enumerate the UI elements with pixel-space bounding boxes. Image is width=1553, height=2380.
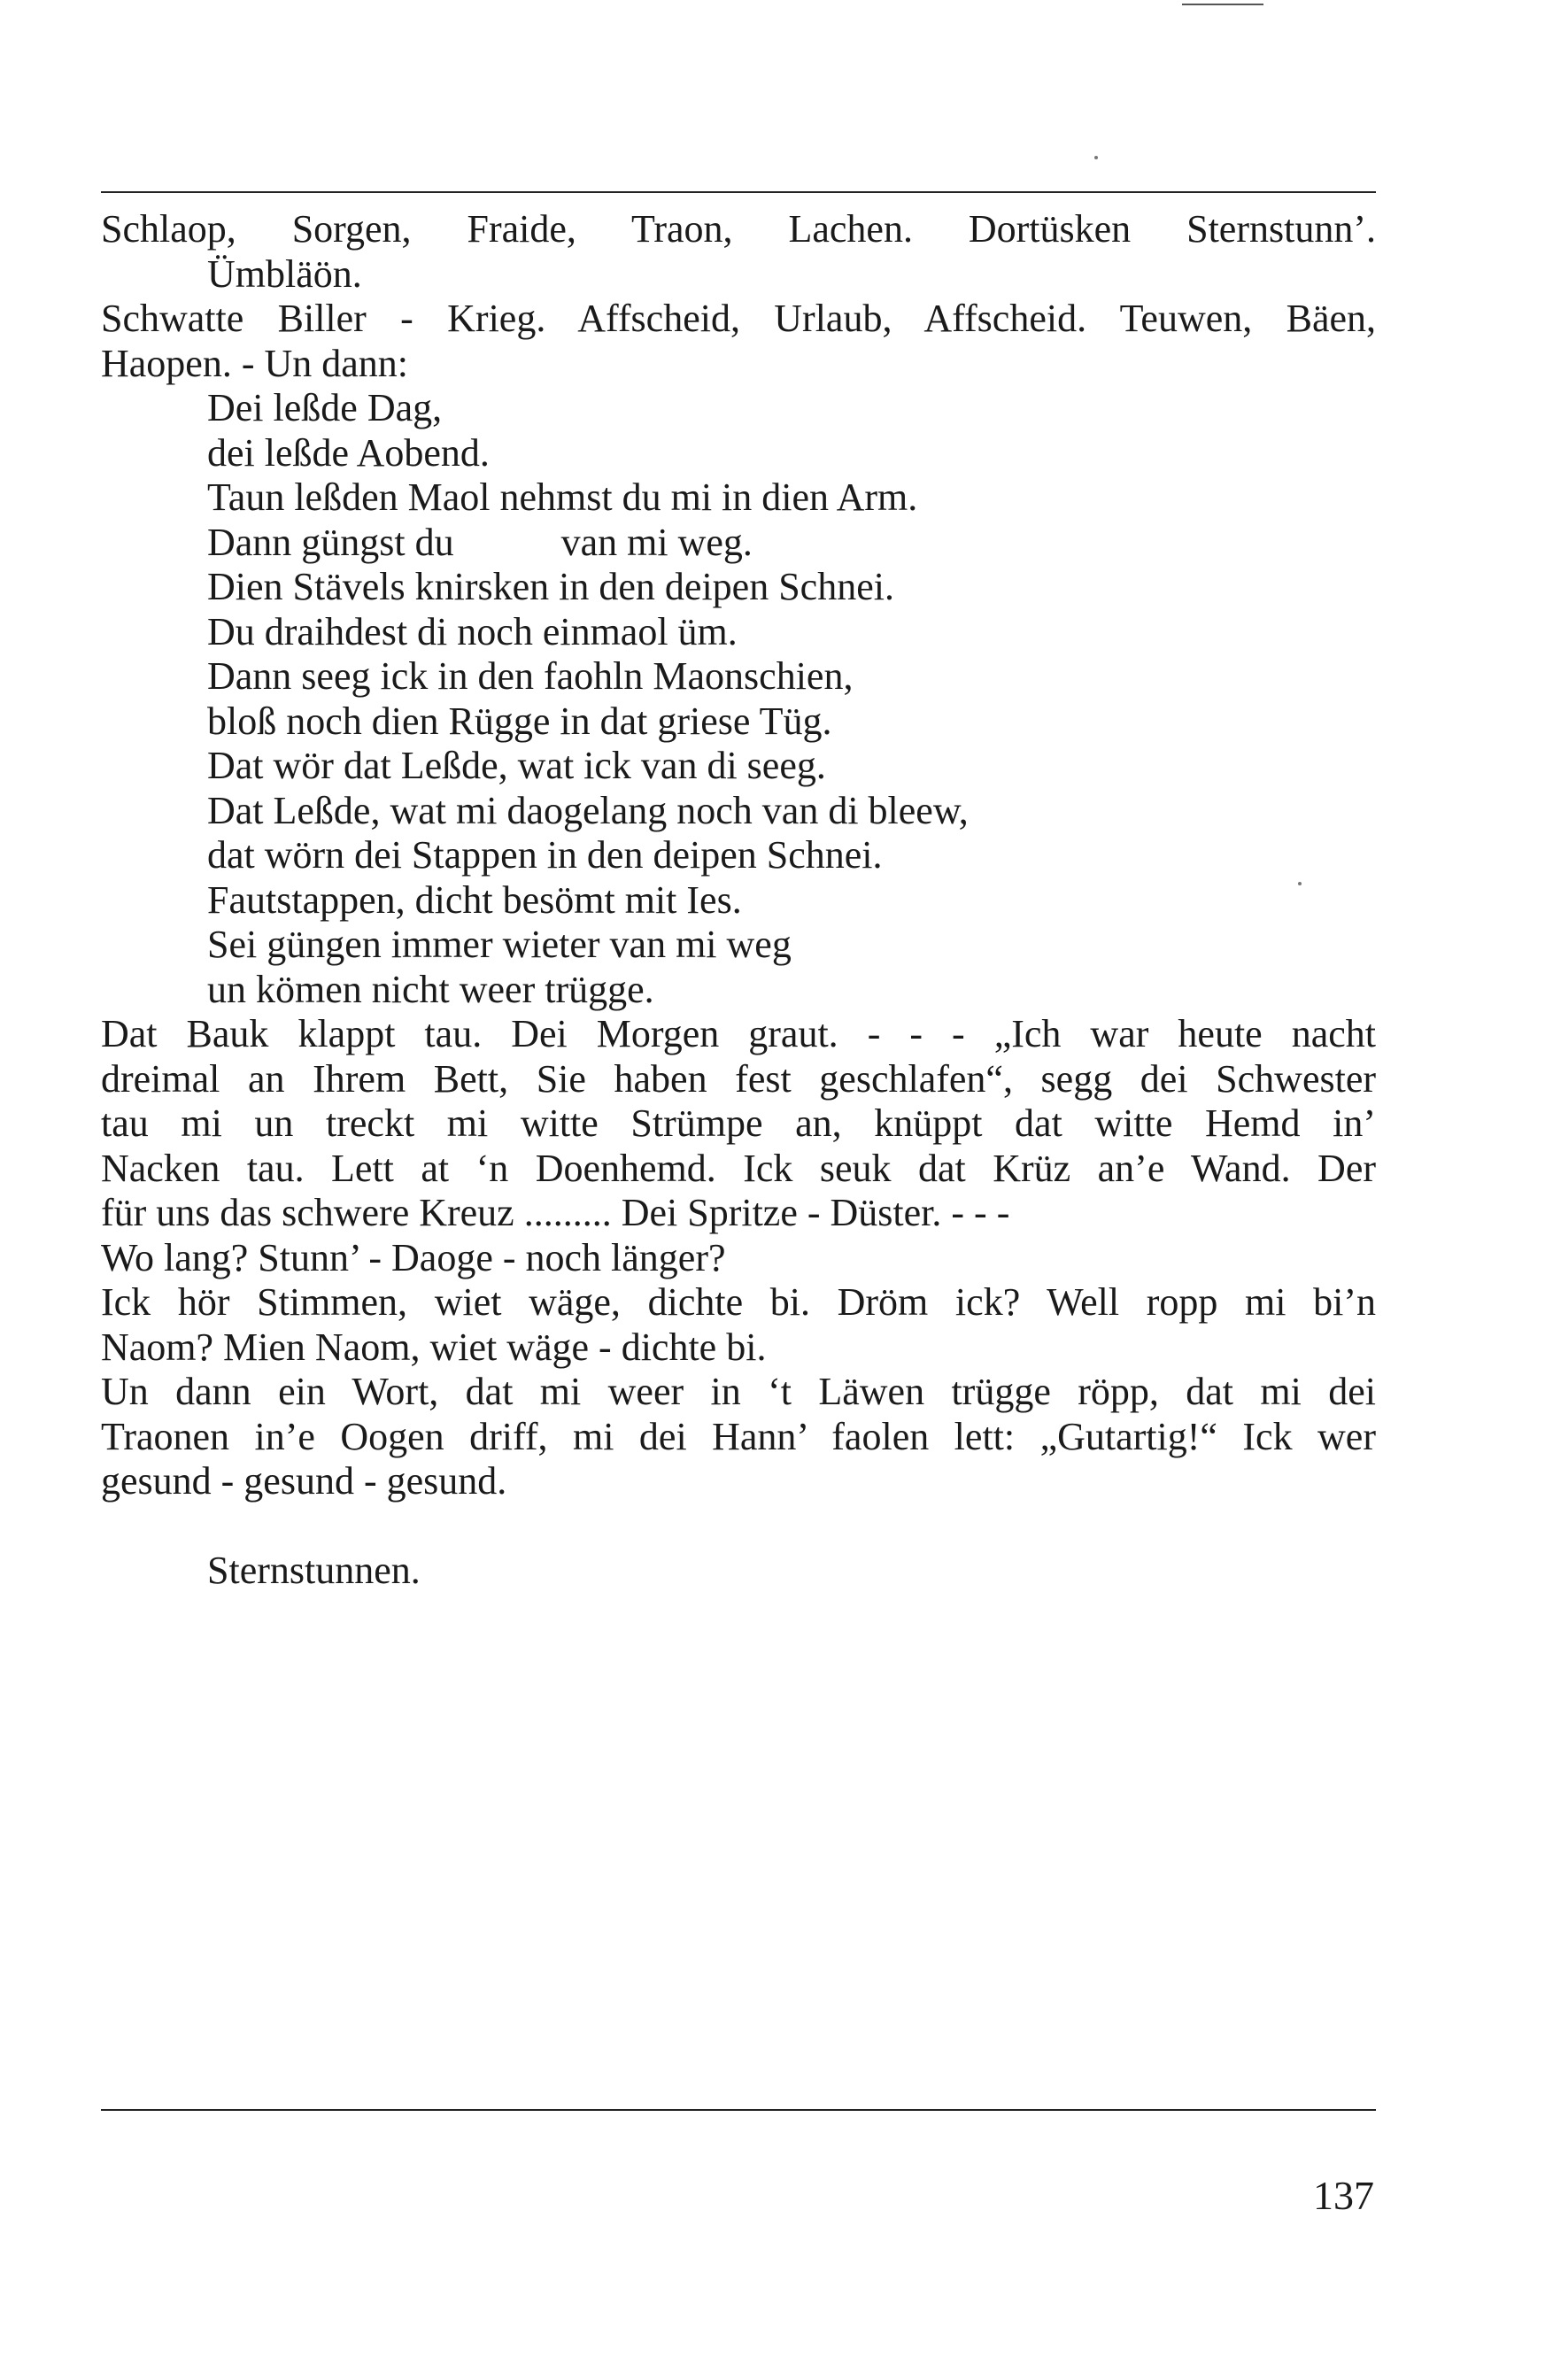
text-line: Ick hör Stimmen, wiet wäge, dichte bi. Dröm ick? Well ropp mi bi’n: [101, 1280, 1376, 1324]
footer-rule: [101, 2109, 1376, 2111]
page-body: [101, 207, 1376, 1594]
verse-line: bloß noch dien Rügge in dat griese Tüg.: [207, 699, 832, 743]
blank-line: [101, 1504, 1376, 1549]
text-line: tau mi un treckt mi witte Strümpe an, knüppt dat witte Hemd in’: [101, 1101, 1376, 1145]
speck-mark: [1094, 156, 1098, 159]
verse-line: Sei güngen immer wieter van mi weg: [207, 923, 792, 966]
text-line: Nacken tau. Lett at ‘n Doenhemd. Ick seuk dat Krüz an’e Wand. Der: [101, 1146, 1376, 1190]
text-line: Ümbläön.: [207, 251, 362, 296]
verse-line: dei leßde Aobend.: [207, 430, 490, 475]
verse-line: Taun leßden Maol nehmst du mi in dien Arm.: [207, 475, 918, 519]
text-line: Schlaop, Sorgen, Fraide, Traon, Lachen. Dortüsken Sternstunn’.: [101, 207, 1376, 251]
text-line: Naom? Mien Naom, wiet wäge - dichte bi.: [101, 1325, 767, 1369]
verse-line: Dien Stävels knirsken in den deipen Schnei.: [207, 565, 894, 608]
verse-line: Dat wör dat Leßde, wat ick van di seeg.: [207, 744, 826, 787]
text-line: Un dann ein Wort, dat mi weer in ‘t Läwen trügge röpp, dat mi dei: [101, 1370, 1376, 1413]
header-rule: [101, 191, 1376, 193]
text-line: Wo lang? Stunn’ - Daoge - noch länger?: [101, 1235, 726, 1279]
verse-line: Dei leßde Dag,: [207, 386, 443, 429]
text-line: gesund - gesund - gesund.: [101, 1459, 507, 1503]
verse-line: Du draihdest di noch einmaol üm.: [207, 609, 738, 653]
text-line: dreimal an Ihrem Bett, Sie haben fest geschlafen“, segg dei Schwester: [101, 1056, 1376, 1101]
text-line: Haopen. - Un dann:: [101, 341, 409, 385]
verse-line: Dat Leßde, wat mi daogelang noch van di bleew,: [207, 788, 969, 832]
top-edge-mark: [1182, 4, 1263, 5]
closing-word: Sternstunnen.: [207, 1549, 421, 1592]
verse-line: dat wörn dei Stappen in den deipen Schnei.: [207, 833, 883, 877]
verse-line: Fautstappen, dicht besömt mit Ies.: [207, 877, 742, 922]
verse-line: Dann seeg ick in den faohln Maonschien,: [207, 654, 854, 698]
text-line: Dat Bauk klappt tau. Dei Morgen graut. - - - „Ich war heute nacht: [101, 1012, 1376, 1055]
text-line: Schwatte Biller - Krieg. Affscheid, Urlaub, Affscheid. Teuwen, Bäen,: [101, 297, 1376, 340]
page-number: 137: [1313, 2173, 1374, 2218]
text-line: Traonen in’e Oogen driff, mi dei Hann’ faolen lett: „Gutartig!“ Ick wer: [101, 1414, 1376, 1458]
text-line: für uns das schwere Kreuz ......... Dei Spritze - Düster. - - -: [101, 1191, 1010, 1234]
verse-line: un kömen nicht weer trügge.: [207, 967, 654, 1011]
verse-line: Dann güngst du van mi weg.: [207, 520, 753, 564]
